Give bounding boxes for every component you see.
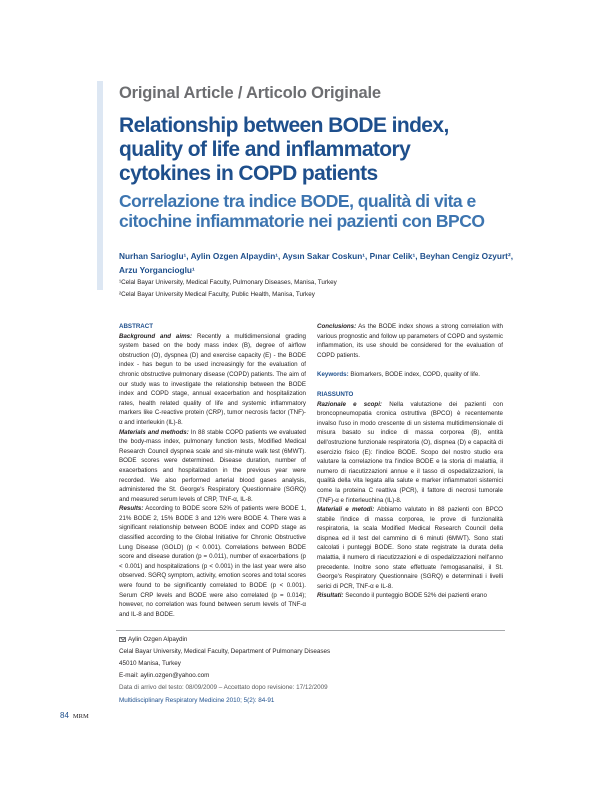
background-text: Recently a multidimensional grading system based on the body mass index (B), degree of airflow obstruction (O), dyspnea (D) and exercise capacity (E) - the BODE index - has begun to be used increasingly for the evaluation of chronic obstructive pulmonary disease (COPD) patients. The aim of our study was to investigate the relationship between the BODE index and COPD stage, annual exacerbation and hospitalization rates, health related quality of life and systemic inflammatory markers like C-reactive protein (CRP), tumor necrosis factor (TNF)-α and interleukin (IL)-8.	[119, 332, 306, 426]
correspondence-address-2: 45010 Manisa, Turkey	[119, 660, 181, 667]
title-english: Relationship between BODE index, quality of life and inflammatory cytokines in COPD patients	[119, 114, 449, 185]
risultati-text: Secondo il punteggio BODE 52% dei pazienti erano	[343, 592, 487, 600]
background-label: Background and aims:	[119, 332, 193, 340]
abstract-background	[119, 332, 306, 428]
correspondence-name: Aylin Ozgen Alpaydin	[128, 636, 188, 643]
correspondence-divider	[116, 630, 505, 631]
keywords	[317, 370, 503, 380]
premesse-label: Razionale e scopi:	[317, 400, 382, 408]
correspondence-email[interactable]: E-mail: aylin.ozgen@yahoo.com	[119, 672, 210, 679]
results-text: According to BODE score 52% of patients were BODE 1, 21% BODE 2, 15% BODE 3 and 12% were BODE 4. There was a significant relationship between BODE index and COPD stage as classified according to the Global Initiative for Chronic Obstructive Lung Disease (GOLD) (p < 0.001). Correlations between BODE score and disease duration (p = 0.011), number of exacerbations (p < 0.001) and hospitalizations (p < 0.001) in the last year were also observed. SGRQ symptom, activity, emotion scores and total scores were found to be significantly correlated to BODE (p < 0.001). Serum CRP levels and BODE were also correlated (p = 0.014); however, no correlation was found between serum levels of TNF-α and IL-8 and BODE.	[119, 505, 306, 618]
riassunto-metodi	[317, 505, 503, 591]
abstract-results	[119, 504, 306, 619]
abstract-column-right	[317, 322, 503, 601]
mail-icon	[119, 637, 126, 642]
premesse-text: Nella valutazione dei pazienti con broncopneumopatia cronica ostruttiva (BPCO) è recentemente invalso l'uso in modo crescente di un sistema multidimensionale di misura basato su indice di massa corporea (B), entità dell'ostruzione funzionale respiratoria (O), dispnea (D) e capacità di esercizio fisico (E): l'indice BODE. Scopo del nostro studio era valutare la correlazione tra l'indice BODE e la storia di malattia, il numero di riacutizzazioni annue e il tasso di ospedalizzazioni, la qualità della vita legata alla salute e marker infiammatori sistemici come la proteina C reattiva (PCR), il fattore di necrosi tumorale (TNF)-α e l'interleuchina (IL)-8.	[317, 400, 504, 504]
author-line-2: Arzu Yorgancioglu¹	[119, 265, 195, 275]
conclusions-text: As the BODE index shows a strong correlation with various prognostic and follow up parameters of COPD and systemic inflammation, its use should be considered for the evaluation of COPD patients.	[317, 323, 503, 359]
riassunto-heading: RIASSUNTO	[317, 390, 354, 398]
results-label: Results:	[119, 505, 144, 513]
conclusions-label: Conclusions:	[317, 323, 357, 330]
risultati-label: Risultati:	[317, 592, 344, 600]
abstract-conclusions	[317, 322, 503, 360]
author-line-1: Nurhan Sarioglu¹, Aylin Ozgen Alpaydin¹, Aysın Sakar Coskun¹, Pınar Celik¹, Beyhan Cengiz Ozyurt²,	[119, 251, 514, 261]
affiliation-1: ¹Celal Bayar University, Medical Faculty, Pulmonary Diseases, Manisa, Turkey	[119, 279, 337, 286]
journal-citation: Multidisciplinary Respiratory Medicine 2010; 5(2): 84-91	[119, 697, 275, 704]
metodi-text: Abbiamo valutato in 88 pazienti con BPCO stabile l'indice di massa corporea, le prove di funzionalità respiratoria, la scala Modified Medical Research Council della dispnea ed il test del cammino di 6 minuti (6MWT). Sono stati calcolati i punteggi BODE. Sono state registrate la durata della malattia, il numero di riacutizzazioni e di ospedalizzazioni nell'anno precedente. Inoltre sono state effettuate l'emogasanalisi, il St. George's Respiratory Questionnaire (SGRQ) e determinati i livelli serici di PCR, TNF-α e IL-8.	[317, 506, 503, 590]
methods-label: Materials and methods:	[119, 428, 189, 436]
article-type: Original Article / Articolo Originale	[119, 84, 381, 102]
author-list	[119, 249, 519, 277]
methods-text: In 88 stable COPD patients we evaluated the body-mass index, pulmonary function tests, Modified Medical Research Council dyspnea scale and six-minute walk test (6MWT). BODE scores were determined. Disease duration, number of exacerbations and hospitalization in the previous year were recorded. We also performed arterial blood gases analysis, administered the St. George's Respiratory Questionnaire (SGRQ) and measured serum levels of CRP, TNF-α, IL-8.	[119, 428, 306, 503]
journal-abbreviation: MRM	[72, 713, 89, 720]
accent-bar	[97, 81, 103, 290]
abstract-column-left	[119, 322, 306, 619]
keywords-label: Keywords:	[317, 371, 349, 379]
title-italian: Correlazione tra indice BODE, qualità di vita e citochine infiammatorie nei pazienti con BPCO	[119, 191, 485, 231]
abstract-methods	[119, 428, 306, 505]
page-number: 84	[60, 711, 69, 720]
correspondence-name-line	[119, 636, 499, 643]
affiliation-2: ²Celal Bayar University Medical Faculty, Public Health, Manisa, Turkey	[119, 291, 315, 298]
abstract-heading: ABSTRACT	[119, 323, 154, 330]
riassunto-premesse	[317, 400, 503, 506]
correspondence-address-1: Celal Bayar University, Medical Faculty, Department of Pulmonary Diseases	[119, 648, 331, 655]
metodi-label: Materiali e metodi:	[317, 506, 375, 514]
page-footer	[60, 711, 89, 720]
keywords-text: Biomarkers, BODE index, COPD, quality of life.	[348, 371, 480, 379]
submission-dates: Data di arrivo del testo: 08/09/2009 – Accettato dopo revisione: 17/12/2009	[119, 684, 328, 691]
riassunto-risultati	[317, 591, 503, 601]
